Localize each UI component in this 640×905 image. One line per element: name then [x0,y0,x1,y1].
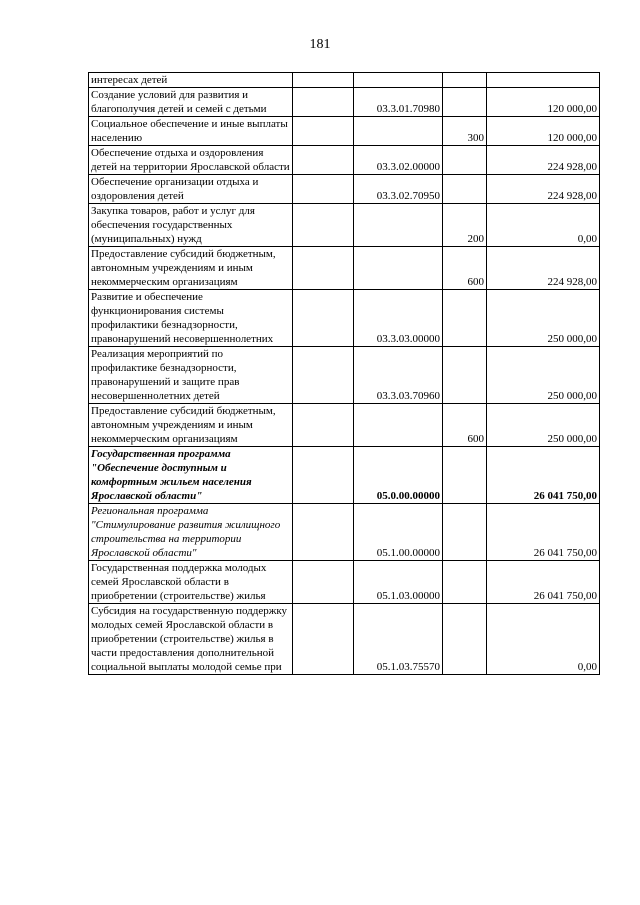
row-code-cell: 05.1.03.00000 [354,561,443,604]
row-code-cell [354,247,443,290]
table-row [89,204,600,247]
table-row [89,290,600,347]
row-name-cell: Государственная поддержка молодых семей Ярославской области в приобретении (строительстве) жилья [89,561,293,604]
row-sum-cell: 0,00 [487,604,600,675]
row-blank-cell [293,447,354,504]
row-code-cell [354,404,443,447]
row-sum-cell: 250 000,00 [487,404,600,447]
row-sum-cell: 224 928,00 [487,247,600,290]
row-type-cell [443,88,487,117]
row-blank-cell [293,175,354,204]
row-type-cell [443,73,487,88]
row-sum-cell: 224 928,00 [487,175,600,204]
table-row [89,561,600,604]
row-type-cell [443,290,487,347]
row-sum-cell: 120 000,00 [487,117,600,146]
row-sum-cell: 224 928,00 [487,146,600,175]
row-name-cell: Развитие и обеспечение функционирования системы профилактики безнадзорности, правонарушений несовершеннолетних [89,290,293,347]
row-sum-cell: 26 041 750,00 [487,561,600,604]
row-blank-cell [293,204,354,247]
row-name-cell: Создание условий для развития и благополучия детей и семей с детьми [89,88,293,117]
row-code-cell [354,204,443,247]
row-blank-cell [293,247,354,290]
row-blank-cell [293,146,354,175]
row-blank-cell [293,88,354,117]
row-type-cell: 300 [443,117,487,146]
row-blank-cell [293,290,354,347]
row-type-cell [443,504,487,561]
row-name-cell: Реализация мероприятий по профилактике безнадзорности, правонарушений и защите прав несовершеннолетних детей [89,347,293,404]
row-type-cell [443,347,487,404]
table-row [89,175,600,204]
row-type-cell: 600 [443,247,487,290]
page-number: 181 [309,37,331,52]
row-code-cell: 05.1.00.00000 [354,504,443,561]
row-type-cell [443,604,487,675]
row-code-cell: 05.0.00.00000 [354,447,443,504]
table-row [89,447,600,504]
table-row [89,73,600,88]
row-blank-cell [293,504,354,561]
row-code-cell: 03.3.01.70980 [354,88,443,117]
row-sum-cell: 250 000,00 [487,347,600,404]
table-row [89,146,600,175]
row-blank-cell [293,404,354,447]
row-code-cell: 03.3.03.00000 [354,290,443,347]
row-code-cell [354,73,443,88]
row-blank-cell [293,73,354,88]
row-name-cell: Обеспечение организации отдыха и оздоровления детей [89,175,293,204]
row-type-cell [443,447,487,504]
row-name-cell: Предоставление субсидий бюджетным, автономным учреждениям и иным некоммерческим организациям [89,247,293,290]
row-type-cell [443,146,487,175]
row-type-cell: 600 [443,404,487,447]
row-sum-cell: 0,00 [487,204,600,247]
row-code-cell [354,117,443,146]
row-name-cell: Закупка товаров, работ и услуг для обеспечения государственных (муниципальных) нужд [89,204,293,247]
row-type-cell [443,175,487,204]
row-blank-cell [293,117,354,146]
row-sum-cell: 26 041 750,00 [487,504,600,561]
row-type-cell [443,561,487,604]
row-code-cell: 03.3.03.70960 [354,347,443,404]
table-row [89,504,600,561]
row-blank-cell [293,347,354,404]
table-row [89,604,600,675]
row-code-cell: 03.3.02.00000 [354,146,443,175]
row-sum-cell: 250 000,00 [487,290,600,347]
row-name-cell: Социальное обеспечение и иные выплаты населению [89,117,293,146]
row-sum-cell [487,73,600,88]
row-name-cell: Предоставление субсидий бюджетным, автономным учреждениям и иным некоммерческим организациям [89,404,293,447]
budget-table [88,72,600,675]
row-name-cell: Обеспечение отдыха и оздоровления детей на территории Ярославской области [89,146,293,175]
table-row [89,347,600,404]
row-name-cell: Субсидия на государственную поддержку молодых семей Ярославской области в приобретении (строительстве) жилья в части предоставления дополнительной социальной выплаты молодой семье при [89,604,293,675]
row-blank-cell [293,604,354,675]
row-name-cell: Государственная программа "Обеспечение доступным и комфортным жильем населения Ярославской области" [89,447,293,504]
table-row [89,117,600,146]
row-name-cell: Региональная программа "Стимулирование развития жилищного строительства на территории Ярославской области" [89,504,293,561]
row-name-cell: интересах детей [89,73,293,88]
row-code-cell: 03.3.02.70950 [354,175,443,204]
table-row [89,247,600,290]
row-code-cell: 05.1.03.75570 [354,604,443,675]
row-sum-cell: 26 041 750,00 [487,447,600,504]
row-blank-cell [293,561,354,604]
budget-table-body [89,73,600,675]
table-row [89,88,600,117]
table-row [89,404,600,447]
row-type-cell: 200 [443,204,487,247]
row-sum-cell: 120 000,00 [487,88,600,117]
